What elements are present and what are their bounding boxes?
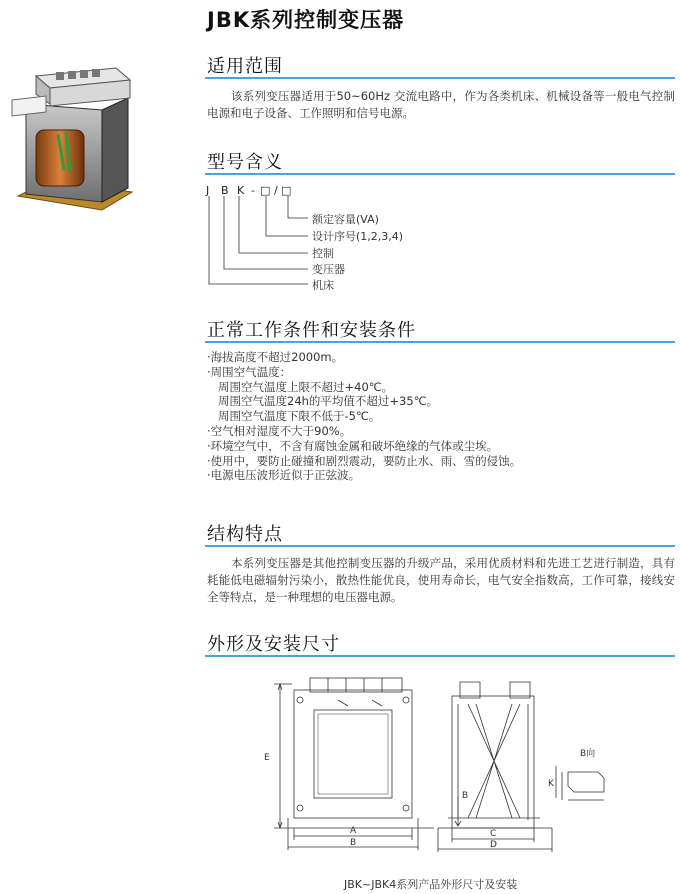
section-heading-model: 型号含义 [207, 152, 283, 173]
dim-label-D: D [490, 840, 497, 850]
section-heading-scope: 适用范围 [207, 56, 283, 77]
list-item: ·海拔高度不超过2000m。 [207, 350, 344, 364]
model-label-design-no: 设计序号(1,2,3,4) [312, 230, 404, 243]
section-divider [205, 341, 675, 343]
code-char: B [221, 184, 229, 197]
code-char: / [274, 184, 278, 197]
code-char: □ [281, 184, 292, 197]
list-item: ·空气相对湿度不大于90%。 [207, 423, 352, 438]
dim-label-B: B [350, 838, 357, 848]
features-text: 本系列变压器是其他控制变压器的升级产品，采用优质材料和先进工艺进行制造，具有耗能低电磁辐射污染小，散热性能优良，使用寿命长，电气安全指数高，工作可靠，接线安全等特点，是一种理想的电压器电源。 [207, 556, 675, 604]
section-divider [205, 77, 675, 79]
section-heading-dimensions: 外形及安装尺寸 [207, 634, 340, 655]
dim-label-b-direction: B向 [580, 749, 596, 759]
section-divider [205, 545, 675, 547]
code-char: J [206, 184, 210, 197]
dim-label-C: C [490, 829, 497, 839]
page-title: JBK系列控制变压器 [207, 8, 405, 32]
model-label-control: 控制 [312, 247, 334, 260]
dim-label-A: A [350, 826, 357, 836]
list-item: 周围空气温度上限不超过+40℃。 [218, 379, 394, 394]
dim-label-E: E [264, 753, 270, 763]
code-char: - [251, 184, 255, 197]
list-item: 周围空气温度24h的平均值不超过+35℃。 [218, 394, 439, 409]
section-heading-features: 结构特点 [207, 524, 283, 545]
code-char: □ [260, 184, 271, 197]
dimension-drawing [262, 676, 612, 856]
list-item: ·电源电压波形近似于正弦波。 [207, 468, 361, 483]
section-divider [205, 173, 675, 175]
section-heading-conditions: 正常工作条件和安装条件 [207, 320, 416, 341]
list-item: 周围空气温度下限不低于-5℃。 [218, 409, 381, 424]
list-item: ·环境空气中，不含有腐蚀金属和破坏绝缘的气体或尘埃。 [207, 438, 499, 453]
conditions-list [207, 350, 521, 483]
model-label-capacity: 额定容量(VA) [312, 213, 379, 226]
model-label-transformer: 变压器 [312, 263, 345, 276]
model-code-lines [200, 196, 320, 291]
transformer-photo [6, 60, 138, 220]
code-char: K [237, 184, 245, 197]
section-divider [205, 655, 675, 657]
dim-label-B-view: B [462, 791, 469, 801]
scope-text: 该系列变压器适用于50~60Hz 交流电路中，作为各类机床、机械设备等一般电气控制电源和电子设备、工作照明和信号电源。 [207, 89, 675, 120]
dim-label-K: K [548, 779, 554, 789]
model-label-machine: 机床 [312, 279, 334, 292]
list-item: ·周围空气温度： [207, 364, 292, 379]
figure-caption: JBK~JBK4系列产品外形尺寸及安装 [344, 878, 518, 891]
list-item: ·使用中，要防止碰撞和剧烈震动，要防止水、雨、雪的侵蚀。 [207, 453, 522, 468]
